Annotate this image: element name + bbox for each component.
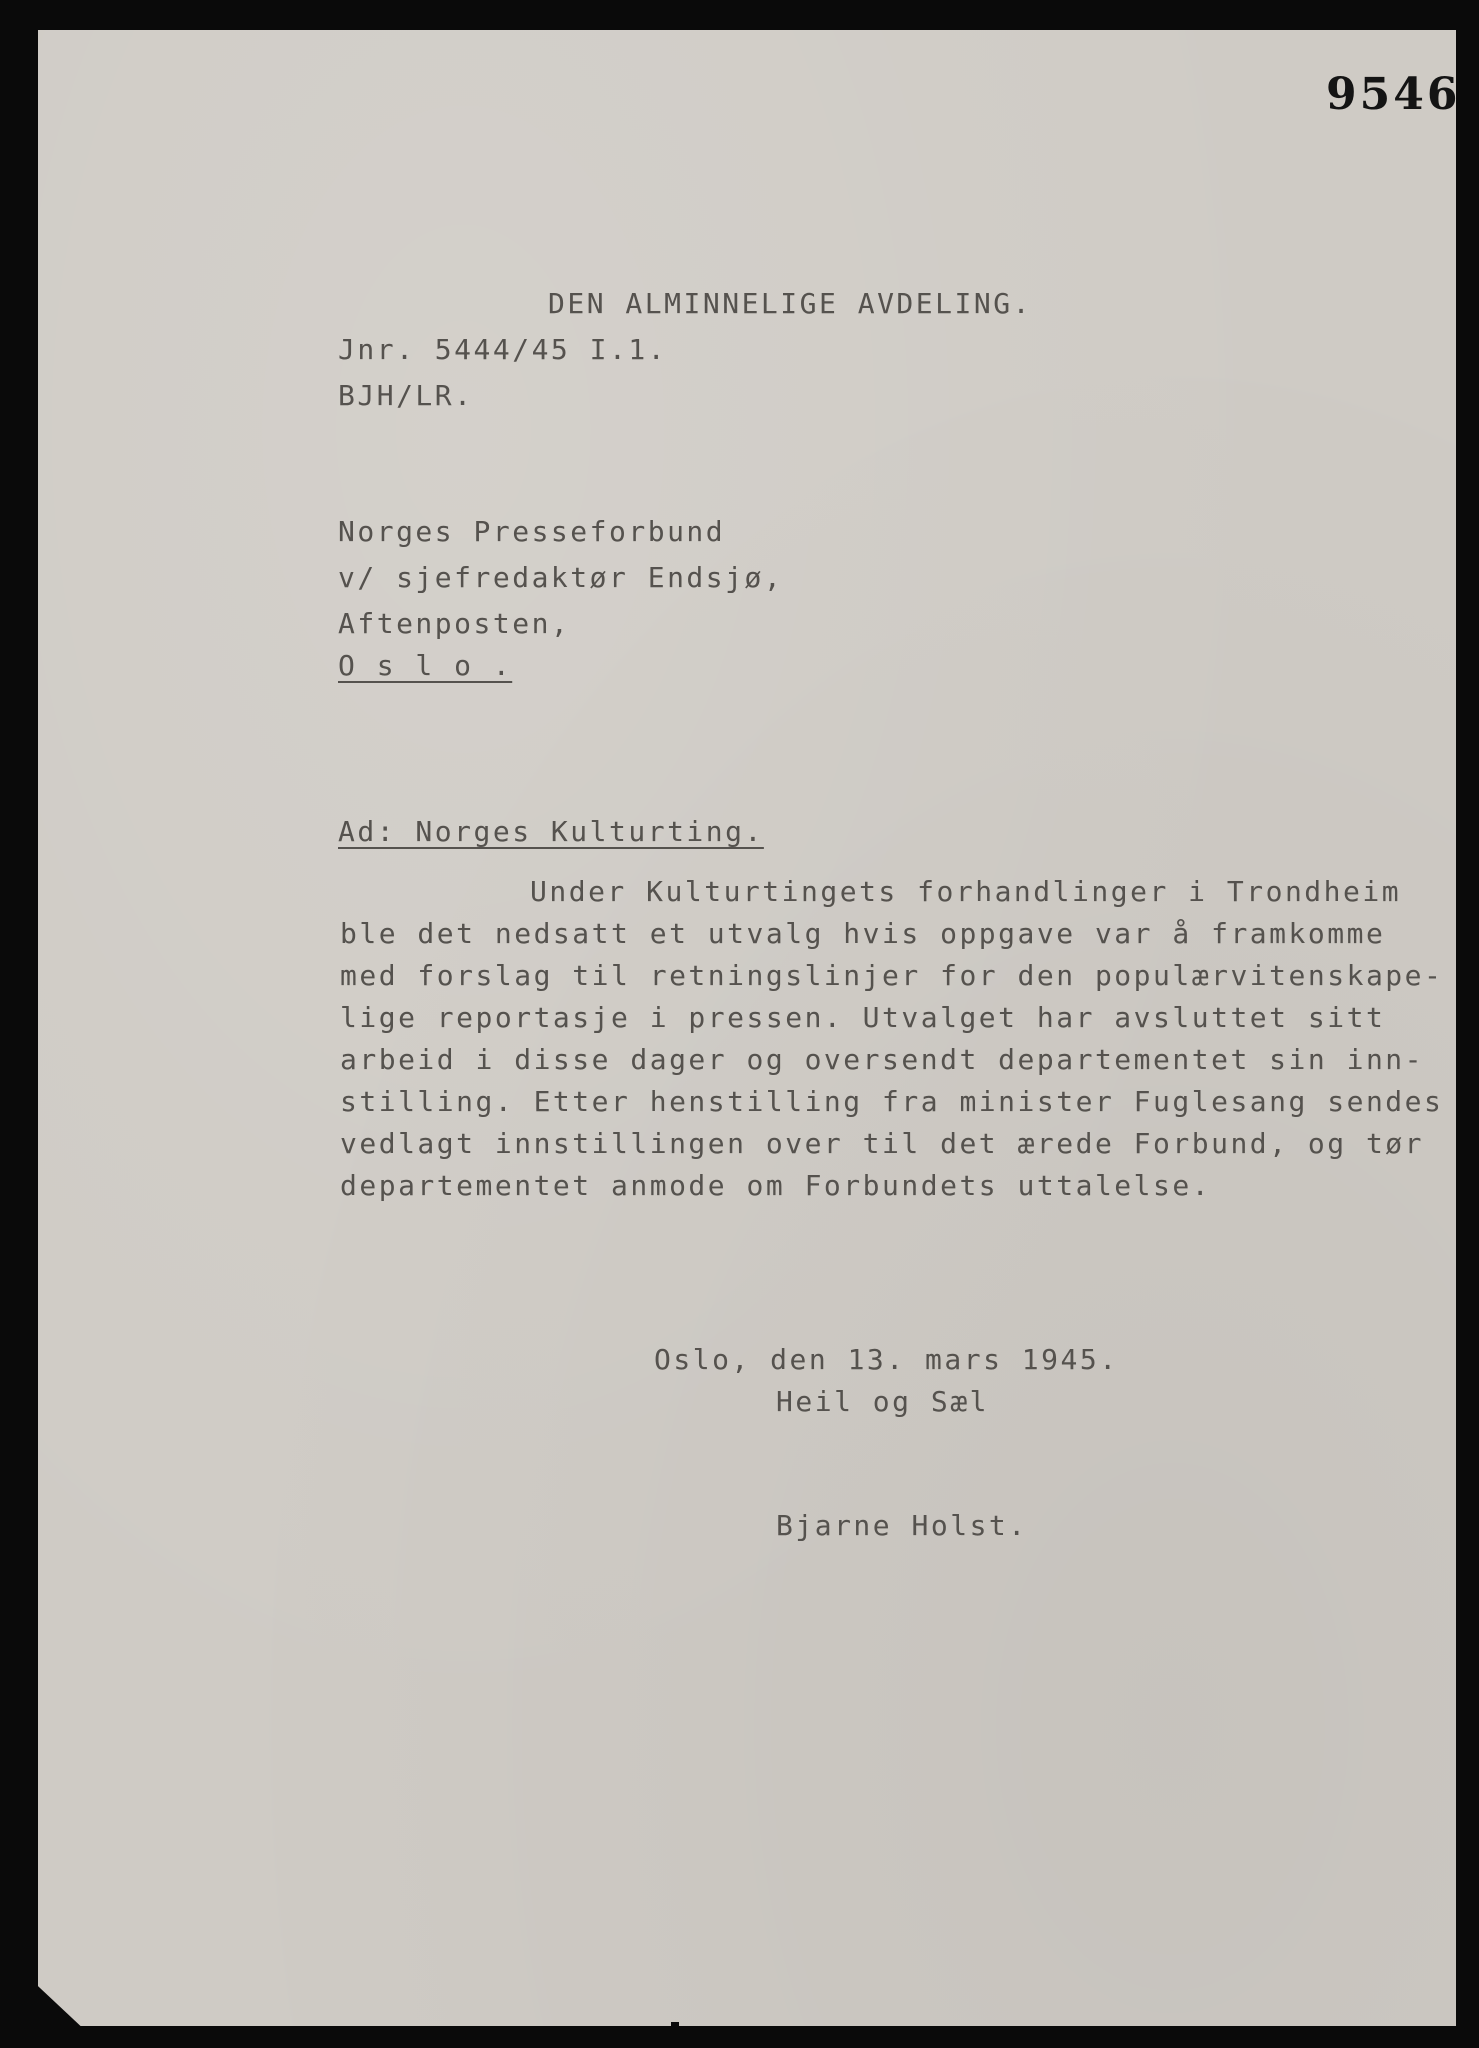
recipient-city: O s l o . <box>338 649 513 682</box>
paper-notch <box>671 2022 679 2048</box>
recipient-name: Norges Presseforbund <box>338 515 726 548</box>
body-line: vedlagt innstillingen over til det ærede Forbund, og tør <box>340 1127 1425 1160</box>
department-heading: DEN ALMINNELIGE AVDELING. <box>548 287 1032 320</box>
body-line: lige reportasje i pressen. Utvalget har avsluttet sitt <box>340 1001 1386 1034</box>
journal-number: Jnr. 5444/45 I.1. <box>338 333 668 366</box>
body-line: Under Kulturtingets forhandlinger i Trondheim <box>530 875 1402 908</box>
body-line: arbeid i disse dager og oversendt departementet sin inn- <box>340 1043 1425 1076</box>
body-line: med forslag til retningslinjer for den populærvitenskape- <box>340 959 1444 992</box>
body-line: stilling. Etter henstilling fra minister Fuglesang sendes <box>340 1085 1444 1118</box>
closing-salutation: Heil og Sæl <box>776 1385 989 1418</box>
signature-name: Bjarne Holst. <box>776 1509 1028 1542</box>
body-line: departementet anmode om Forbundets uttalelse. <box>340 1169 1212 1202</box>
recipient-attention: v/ sjefredaktør Endsjø, <box>338 561 784 594</box>
recipient-newspaper: Aftenposten, <box>338 607 571 640</box>
subject-line: Ad: Norges Kulturting. <box>338 815 764 848</box>
closing-date: Oslo, den 13. mars 1945. <box>654 1343 1119 1376</box>
folio-number: 9546 <box>1326 69 1461 120</box>
reference-initials: BJH/LR. <box>338 379 474 412</box>
body-line: ble det nedsatt et utvalg hvis oppgave var å framkomme <box>340 917 1386 950</box>
